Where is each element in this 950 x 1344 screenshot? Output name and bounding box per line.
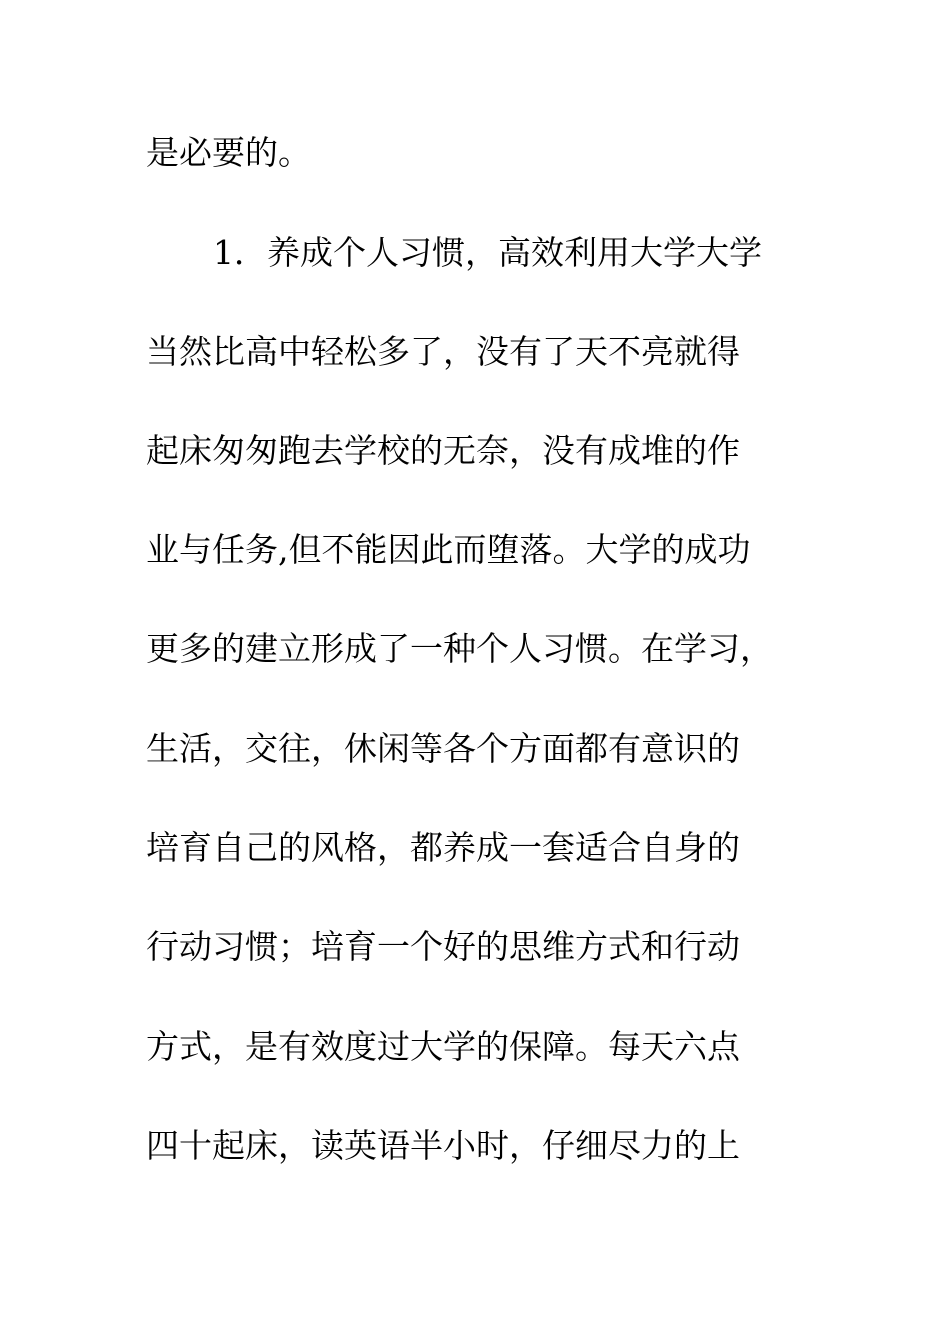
text-line: 起床匆匆跑去学校的无奈，没有成堆的作 — [146, 431, 740, 470]
text-line: 更多的建立形成了一种个人习惯。在学习， — [146, 629, 773, 668]
text-line: 1．养成个人习惯，高效利用大学大学 — [213, 233, 762, 272]
text-line: 是必要的。 — [146, 133, 311, 172]
text-line: 业与任务,但不能因此而堕落。大学的成功 — [146, 530, 751, 569]
text-line: 当然比高中轻松多了，没有了天不亮就得 — [146, 332, 740, 371]
text-line: 方式，是有效度过大学的保障。每天六点 — [146, 1027, 740, 1066]
text-line: 行动习惯；培育一个好的思维方式和行动 — [146, 927, 740, 966]
text-line: 培育自己的风格，都养成一套适合自身的 — [146, 828, 740, 867]
text-line: 四十起床，读英语半小时，仔细尽力的上 — [146, 1126, 740, 1165]
text-line: 生活，交往，休闲等各个方面都有意识的 — [146, 729, 740, 768]
